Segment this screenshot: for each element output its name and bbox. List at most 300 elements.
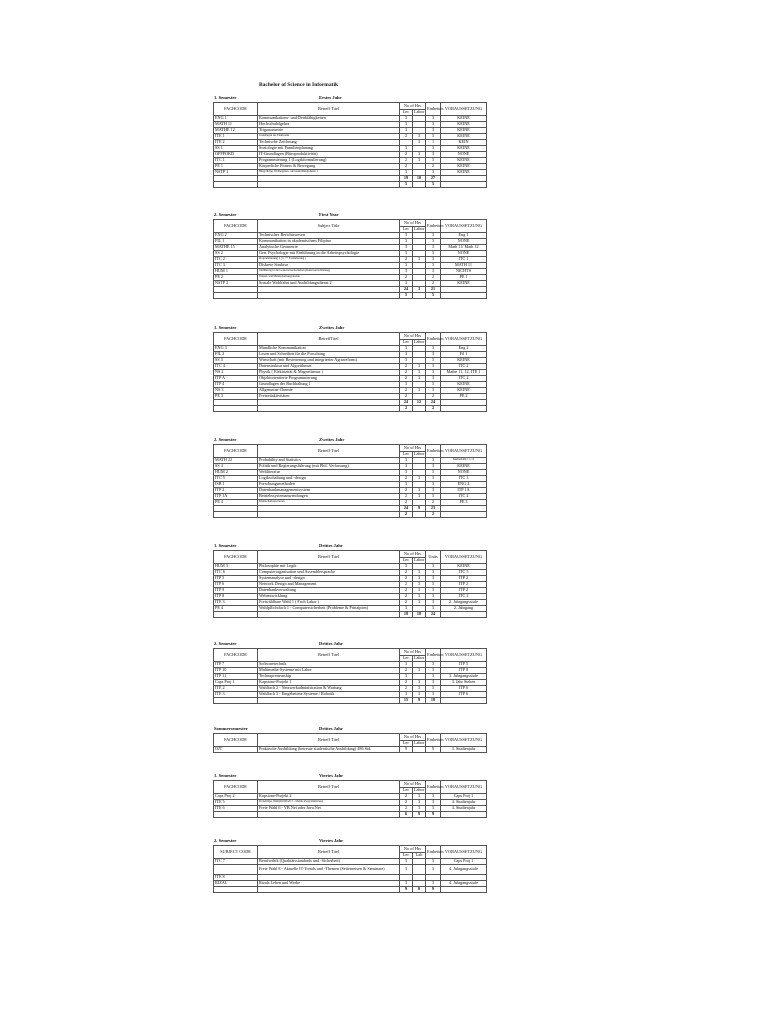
course-title: Grundlagen der Buchhaltung 1 [258, 382, 400, 388]
course-units: 3 [426, 269, 441, 275]
empty-cell [258, 612, 400, 618]
course-code: FIL 1 [214, 239, 258, 245]
course-prerequisite: ITC 2 [441, 376, 487, 382]
empty-cell [258, 887, 400, 893]
empty-cell [214, 698, 258, 704]
lecture-hours: 3 [400, 233, 413, 239]
total-lab: 9 [413, 506, 426, 512]
lecture-hours: 2 [400, 494, 413, 500]
lab-hours: 3 [413, 588, 426, 594]
total-units: 5 [426, 182, 441, 188]
course-units: 3 [426, 346, 441, 352]
course-code: PE 1 [214, 164, 258, 170]
course-prerequisite: Fil 1 [441, 352, 487, 358]
course-units: 3 [426, 674, 441, 680]
empty-cell [214, 512, 258, 518]
lab-hours: 3 [413, 692, 426, 698]
section-heading [213, 95, 486, 102]
course-code: ITP 11 [214, 674, 258, 680]
semester-label: 2. Semester [214, 212, 237, 217]
course-table [213, 444, 487, 518]
course-units: 3 [426, 680, 441, 686]
lecture-hours: 3 [400, 662, 413, 668]
course-title: Logikschaltung und -design [258, 476, 400, 482]
course-title: Programmierung 1 (Logikformulierung) [258, 158, 400, 164]
course-title: Wirtschaft (mit Besteuerung und integrierter Agrarreform) [258, 358, 400, 364]
course-prerequisite: Caps Proj 1 [441, 794, 487, 800]
total-lecture: 24 [400, 400, 413, 406]
header-lec: Lec [400, 852, 413, 859]
course-units: 3 [426, 134, 441, 140]
course-table [213, 102, 487, 188]
semester-section [213, 773, 486, 818]
course-prerequisite: 4. Jahrgangsstufe [441, 865, 487, 875]
course-prerequisite: Math 11/ Math 12 [441, 245, 487, 251]
course-prerequisite: ITC 2 [441, 494, 487, 500]
empty-cell [441, 887, 487, 893]
course-title: Kapstone-Projekt 2 [258, 794, 400, 800]
course-code: SS 3 [214, 358, 258, 364]
lab-hours: 3 [413, 364, 426, 370]
course-table [213, 332, 487, 412]
course-prerequisite: Caps Proj 1 [441, 859, 487, 865]
course-units: 3 [426, 358, 441, 364]
header-units: Einheiten [426, 781, 441, 794]
course-prerequisite: PE 2 [441, 394, 487, 400]
lecture-hours: 3 [400, 881, 413, 887]
course-prerequisite: ITP 5 [441, 662, 487, 668]
course-prerequisite: 4. Studienjahr [441, 806, 487, 812]
course-code: ITP 2 [214, 488, 258, 494]
course-units: 3 [426, 376, 441, 382]
year-label: Zweites Jahr [319, 325, 345, 330]
lecture-hours: 2 [400, 275, 413, 281]
section-heading [213, 212, 486, 219]
total-lecture: 5 [400, 182, 413, 188]
lab-hours: 3 [413, 680, 426, 686]
total-lecture: 18 [400, 612, 413, 618]
total-lecture: 19 [400, 176, 413, 182]
course-title: Technopreneurship [258, 674, 400, 680]
course-units: 3 [426, 482, 441, 488]
course-prerequisite: ITP 2 [441, 582, 487, 588]
lecture-hours: 3 [400, 251, 413, 257]
course-row [214, 865, 487, 875]
course-code: ITP 10 [214, 668, 258, 674]
course-title: Technisches Berichtswesen [258, 233, 400, 239]
lecture-hours: 3 [400, 116, 413, 122]
course-title: Tanzen- und Mannschaftsergonomie [258, 275, 400, 281]
course-code: NS 2 [214, 370, 258, 376]
course-title: Grundlagen der Elektronik [258, 134, 400, 140]
header-title: Betreff Titel [258, 445, 400, 458]
course-table [213, 780, 487, 818]
course-units: 3 [426, 146, 441, 152]
course-prerequisite: ITP 6 [441, 692, 487, 698]
course-title: Datenstruktur und Algorithmus [258, 364, 400, 370]
course-prerequisite: ITC 3 [441, 476, 487, 482]
header-hours: No of Hrs [400, 333, 426, 340]
semester-section [213, 726, 486, 753]
course-title: Datenbankmanagementsystem [258, 488, 400, 494]
semester-section [213, 543, 486, 618]
course-units: 3 [426, 662, 441, 668]
course-title: Datenbankverwaltung [258, 588, 400, 594]
header-title: Betreff Titel [258, 781, 400, 794]
header-prerequisite: VORAUSSETZUNG [441, 846, 487, 859]
course-title: Systemanalyse und -design [258, 576, 400, 582]
course-prerequisite: 2. Jahrgang [441, 606, 487, 612]
course-code: FIL 2 [214, 352, 258, 358]
course-prerequisite: KEIN [441, 140, 487, 146]
course-prerequisite: ITP 2 [441, 576, 487, 582]
header-lab: Labor [414, 740, 425, 746]
header-row [214, 333, 487, 340]
header-prerequisite: VORAUSSETZUNG [441, 649, 487, 662]
course-title: Diskrete Struktur [258, 263, 400, 269]
total-lab: 10 [413, 176, 426, 182]
course-title: Bürgerliches Wohlergehen- und Ausbildungsdienst 1 [258, 170, 400, 176]
course-units: 3 [426, 158, 441, 164]
course-title: Freiwilliges Wahlpflichtfach 5 - Mobile Programmierung [258, 800, 400, 806]
semester-section [213, 325, 486, 412]
header-units: Einheiten [426, 445, 441, 458]
total-units: 21 [426, 287, 441, 293]
course-prerequisite: ITP 1A [441, 488, 487, 494]
course-code: ITC 4 [214, 364, 258, 370]
course-title: Multimedia-Systeme mit Labor [258, 668, 400, 674]
lecture-hours: 2 [400, 680, 413, 686]
total-lab [413, 293, 426, 299]
course-units: 3 [426, 594, 441, 600]
section-heading [213, 726, 486, 733]
course-title: Wahlfach 2 - Netzwerkadministration & Wartung [258, 686, 400, 692]
course-prerequisite: ITC 5 [441, 570, 487, 576]
lecture-hours: 3 [400, 281, 413, 287]
header-lab: Lab [413, 852, 426, 859]
section-heading [213, 325, 486, 332]
header-lec: Lec [400, 787, 413, 794]
lab-hours: 3 [413, 594, 426, 600]
course-prerequisite: NONE [441, 470, 487, 476]
course-code: PE 3 [214, 394, 258, 400]
course-row [214, 747, 487, 753]
course-prerequisite: NICHTS [441, 269, 487, 275]
year-label: Drittes Jahr [319, 543, 343, 548]
header-code: FACHCODE [214, 551, 258, 564]
course-prerequisite: ITC 1 [441, 257, 487, 263]
course-code: ITC 7 [214, 859, 258, 865]
semester-label: 1. Semester [214, 773, 237, 778]
header-lec: Lec [400, 109, 413, 116]
total-lab: 9 [413, 698, 426, 704]
course-title: Physik ( Elektrizität & Magnetismus ) [258, 370, 400, 376]
course-title: Kommunikation in akademischem Filipino [258, 239, 400, 245]
course-units: 3 [426, 476, 441, 482]
course-units: 3 [426, 239, 441, 245]
lecture-hours: 2 [400, 488, 413, 494]
course-code: ITE 1 [214, 134, 258, 140]
total-lab: 18 [413, 612, 426, 618]
course-prerequisite: Mathe 11, 12, ITE 1 [441, 370, 487, 376]
course-units: 3 [426, 470, 441, 476]
course-code: ITP 9 [214, 588, 258, 594]
total-lab: 12 [413, 400, 426, 406]
lecture-hours: 3 [400, 482, 413, 488]
lecture-hours: 3 [400, 122, 413, 128]
header-lab: Labor [414, 109, 425, 115]
empty-cell [258, 512, 400, 518]
lecture-hours: 2 [400, 582, 413, 588]
header-prerequisite: VORAUSSETZUNG [441, 445, 487, 458]
lab-hours: 3 [413, 686, 426, 692]
course-title: Praktische Ausbildung (betreute studentische Ausbildung) 486 Std. [258, 747, 400, 753]
semester-section [213, 95, 486, 188]
course-title: Betriebssystemanwendungen [258, 494, 400, 500]
course-prerequisite: NONE [441, 239, 487, 245]
course-code: MATHE 15 [214, 245, 258, 251]
course-code: NSTP 1 [214, 170, 258, 176]
empty-cell [441, 698, 487, 704]
course-prerequisite: MATH 11 [441, 263, 487, 269]
course-code: ITP 7 [214, 662, 258, 668]
lecture-hours: 2 [400, 364, 413, 370]
lecture-hours: 2 [400, 800, 413, 806]
course-title: Analytische Geometrie [258, 245, 400, 251]
header-lab: Labor [414, 339, 425, 345]
empty-cell [258, 182, 400, 188]
course-code: ITE 5 [214, 800, 258, 806]
course-prerequisite: KEINE [441, 170, 487, 176]
lecture-hours: 3 [400, 470, 413, 476]
course-units: 3 [426, 245, 441, 251]
course-title: Gen. Psychologie mit Einführung in die Arbeitspsychologie [258, 251, 400, 257]
total-lecture: 6 [400, 812, 413, 818]
lecture-hours: 3 [400, 263, 413, 269]
course-units: 3 [426, 570, 441, 576]
course-units: 3 [426, 686, 441, 692]
empty-cell [214, 293, 258, 299]
header-row [214, 445, 487, 452]
lab-hours: 3 [413, 152, 426, 158]
course-units: 3 [426, 257, 441, 263]
totals-row [214, 887, 487, 893]
total-units: 24 [426, 400, 441, 406]
total-units: 2 [426, 406, 441, 412]
course-title: Körperliche Fitness & Bewegung [258, 164, 400, 170]
course-units: 3 [426, 668, 441, 674]
semester-label: 2. Semester [214, 437, 237, 442]
course-units: 3 [426, 464, 441, 470]
header-row [214, 551, 487, 558]
total-lab: 3 [413, 287, 426, 293]
course-code: NS 3 [214, 388, 258, 394]
lecture-hours: 3 [400, 458, 413, 464]
lecture-hours: 3 [400, 692, 413, 698]
course-prerequisite: KEINE [441, 382, 487, 388]
course-code: ENG 3 [214, 346, 258, 352]
course-units: 3 [426, 116, 441, 122]
course-title: Mannschaftssportarten [258, 500, 400, 506]
header-hours: No of Hrs [400, 220, 426, 227]
course-prerequisite: 4. Studienjahr [441, 800, 487, 806]
lab-hours: 3 [413, 806, 426, 812]
course-code: MATH 22 [214, 458, 258, 464]
course-prerequisite: ITP 2 [441, 588, 487, 594]
course-title: Philosophie mit Logik [258, 564, 400, 570]
header-hours: No of Hrs [400, 734, 426, 741]
header-hours: No of Hrs [400, 781, 426, 788]
header-title: Betreff Titel [258, 649, 400, 662]
course-prerequisite: 2. Jahrgangsstufe [441, 600, 487, 606]
total-units: 18 [426, 698, 441, 704]
lecture-hours: 2 [400, 388, 413, 394]
semester-label: 1. Semester [214, 95, 237, 100]
course-code: ITC 1 [214, 158, 258, 164]
header-title: Betreff Titel [258, 846, 400, 859]
semester-label: 2. Semester [214, 641, 237, 646]
course-title: Rizals Leben und Werke [258, 881, 400, 887]
course-code: OFFPOKD [214, 152, 258, 158]
course-prerequisite: Mathematik 11, 12 [441, 458, 487, 464]
course-title: IT-Grundlagen (Büroproduktivität) [258, 152, 400, 158]
totals-row [214, 406, 487, 412]
lecture-hours: 2 [400, 152, 413, 158]
lecture-hours: 2 [400, 164, 413, 170]
lecture-hours: 9 [400, 747, 413, 753]
course-code: ITP 6 [214, 582, 258, 588]
course-title: Freie Wahl 6 - VB.Net oder Java.Net [258, 806, 400, 812]
lecture-hours: 3 [400, 146, 413, 152]
empty-cell [214, 406, 258, 412]
total-lecture: 2 [400, 512, 413, 518]
course-title: Lesen und Schreiben für die Forschung [258, 352, 400, 358]
lecture-hours: 3 [400, 606, 413, 612]
course-prerequisite: Eng 1 [441, 233, 487, 239]
course-units: 3 [426, 800, 441, 806]
course-title: Mündliche Kommunikation [258, 346, 400, 352]
section-heading [213, 838, 486, 845]
header-lec: Lec [400, 557, 413, 564]
header-hours: No of Hrs [400, 445, 426, 452]
course-title: Freie Wahl 8 - Aktuelle IT-Trends und -Themen (Seitenreisen & Seminare) [258, 865, 400, 875]
semester-section [213, 437, 486, 518]
empty-cell [214, 887, 258, 893]
empty-cell [441, 512, 487, 518]
header-units: Einheiten [426, 220, 441, 233]
course-prerequisite: NONE [441, 251, 487, 257]
course-code: PE 4 [214, 606, 258, 612]
course-units: 1 [426, 140, 441, 146]
course-units: 3 [426, 122, 441, 128]
lecture-hours: 2 [400, 794, 413, 800]
lab-hours: 3 [413, 794, 426, 800]
totals-row [214, 812, 487, 818]
course-code: RIZAL [214, 881, 258, 887]
lecture-hours: 3 [400, 358, 413, 364]
header-title: Betreff Titel [258, 734, 400, 747]
lecture-hours: 3 [400, 674, 413, 680]
course-units: 3 [426, 606, 441, 612]
lab-hours: 3 [413, 668, 426, 674]
lecture-hours: 3 [400, 859, 413, 865]
course-title: Kommunikations- und Denkfähigkeiten [258, 116, 400, 122]
header-title: BetreffTitel [258, 333, 400, 346]
lecture-hours: 3 [400, 464, 413, 470]
total-lecture: 24 [400, 287, 413, 293]
header-units: Einheiten [426, 649, 441, 662]
course-code: ITP 4 [214, 382, 258, 388]
total-lab: 9 [413, 812, 426, 818]
header-prerequisite: VORAUSSETZUNG [441, 220, 487, 233]
empty-cell [258, 406, 400, 412]
lecture-hours: 3 [400, 170, 413, 176]
course-units: 3 [426, 859, 441, 865]
header-prerequisite: VORAUSSETZUNG [441, 734, 487, 747]
course-table [213, 219, 487, 299]
course-prerequisite: 3. Jahr Stehen [441, 680, 487, 686]
header-lec: Lec [400, 655, 413, 662]
course-code: ENG 2 [214, 233, 258, 239]
course-code: ITC 6 [214, 570, 258, 576]
course-prerequisite: KEINE [441, 158, 487, 164]
course-code: ITE 3 [214, 600, 258, 606]
total-units: 24 [426, 612, 441, 618]
semester-label: 1. Semester [214, 543, 237, 548]
course-title: Kapstone-Projekt 1 [258, 680, 400, 686]
empty-cell [214, 182, 258, 188]
course-code: Caps Proj 1 [214, 680, 258, 686]
header-units: Einheiten [426, 734, 441, 747]
total-lab: 0 [413, 887, 426, 893]
course-prerequisite: KEINE [441, 116, 487, 122]
header-prerequisite: VORAUSSETZUNG [441, 103, 487, 116]
header-lec: Lec [400, 226, 413, 233]
course-units: 2 [426, 164, 441, 170]
course-units: 3 [426, 382, 441, 388]
course-units: 3 [426, 370, 441, 376]
course-code: ITP 5 [214, 576, 258, 582]
empty-cell [441, 406, 487, 412]
header-units: Einheiten [426, 333, 441, 346]
year-label: Drittes Jahr [319, 726, 343, 731]
lecture-hours: 3 [400, 269, 413, 275]
course-prerequisite: ITC 2 [441, 594, 487, 600]
course-table [213, 648, 487, 704]
lab-hours: 3 [413, 488, 426, 494]
course-code [214, 865, 258, 875]
header-row [214, 220, 487, 227]
course-units: 3 [426, 388, 441, 394]
year-label: Drittes Jahr [319, 641, 343, 646]
lab-hours: 3 [413, 370, 426, 376]
header-units: Units [426, 551, 441, 564]
course-prerequisite: KEINE [441, 128, 487, 134]
course-units: 3 [426, 233, 441, 239]
course-table [213, 733, 487, 753]
course-units: 3 [426, 794, 441, 800]
course-units: 3 [426, 600, 441, 606]
course-table [213, 550, 487, 618]
course-prerequisite: 4. Jahrgangsstufe [441, 881, 487, 887]
total-lecture: 2 [400, 406, 413, 412]
header-row [214, 734, 487, 741]
course-title: Allgemeine Chemie [258, 388, 400, 394]
lab-hours [413, 747, 426, 753]
course-prerequisite: NONE [441, 152, 487, 158]
lecture-hours: 2 [400, 257, 413, 263]
header-lab: Labor [414, 787, 425, 793]
